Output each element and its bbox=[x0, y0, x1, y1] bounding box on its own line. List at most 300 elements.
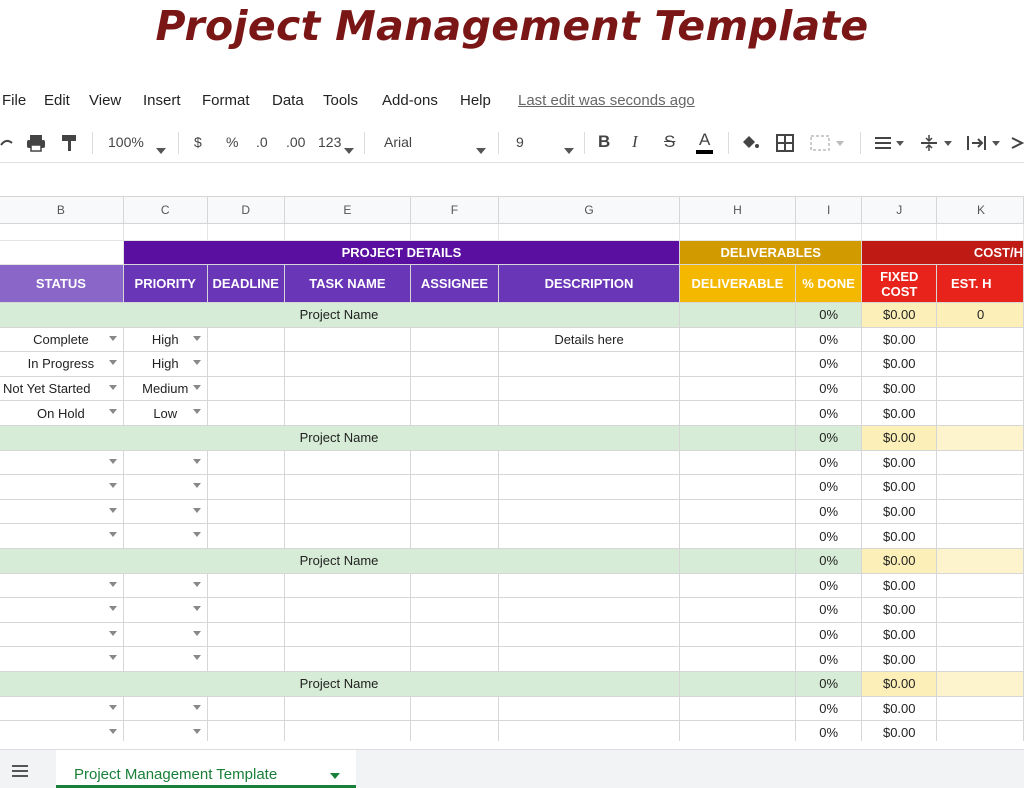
cell[interactable] bbox=[207, 224, 284, 241]
menu-tools[interactable]: Tools bbox=[323, 92, 359, 109]
fixed-cost-cell[interactable]: $0.00 bbox=[862, 671, 937, 696]
deadline-cell[interactable] bbox=[207, 647, 284, 672]
priority-cell[interactable] bbox=[123, 450, 207, 475]
menu-view[interactable]: View bbox=[89, 92, 122, 109]
assignee-cell[interactable] bbox=[410, 376, 498, 401]
font-chevron-icon[interactable] bbox=[476, 141, 486, 157]
last-edit-link[interactable]: Last edit was seconds ago bbox=[518, 92, 695, 109]
column-header-k[interactable]: K bbox=[937, 197, 1024, 224]
menu-data[interactable]: Data bbox=[272, 92, 304, 109]
description-cell[interactable] bbox=[498, 573, 679, 598]
task-row bbox=[0, 327, 1024, 352]
est-hours-cell[interactable] bbox=[937, 696, 1024, 721]
description-cell[interactable] bbox=[498, 598, 679, 623]
deliverable-cell[interactable] bbox=[680, 598, 796, 623]
priority-value: High bbox=[151, 356, 179, 372]
pct-done-cell[interactable]: 0% bbox=[795, 573, 862, 598]
assignee-cell[interactable] bbox=[410, 598, 498, 623]
sheet-tab[interactable] bbox=[56, 750, 356, 788]
deadline-cell[interactable] bbox=[207, 327, 284, 352]
est-hours-cell[interactable] bbox=[937, 671, 1024, 696]
assignee-cell[interactable] bbox=[410, 696, 498, 721]
priority-cell[interactable] bbox=[123, 696, 207, 721]
deadline-cell[interactable] bbox=[207, 475, 284, 500]
pct-done-cell[interactable]: 0% bbox=[795, 524, 862, 549]
menu-file[interactable]: File bbox=[2, 92, 27, 109]
est-hours-cell[interactable] bbox=[937, 376, 1024, 401]
cell[interactable] bbox=[410, 224, 498, 241]
sheet-tab-menu-icon[interactable] bbox=[330, 773, 340, 779]
dropdown-arrow-icon[interactable] bbox=[193, 606, 201, 611]
vertical-align-icon[interactable] bbox=[920, 134, 956, 155]
task-row bbox=[0, 721, 1024, 741]
zoom-select[interactable]: 100% bbox=[108, 134, 144, 150]
fixed-cost-cell[interactable]: $0.00 bbox=[862, 573, 937, 598]
menu-help[interactable]: Help bbox=[460, 92, 491, 109]
dropdown-arrow-icon[interactable] bbox=[193, 705, 201, 710]
status-header[interactable]: STATUS bbox=[0, 265, 123, 303]
task-name-cell[interactable] bbox=[284, 376, 410, 401]
dropdown-arrow-icon[interactable] bbox=[193, 459, 201, 464]
project-name-row bbox=[0, 303, 1024, 328]
decrease-decimal-button[interactable]: .0 bbox=[256, 134, 268, 150]
dropdown-arrow-icon[interactable] bbox=[109, 631, 117, 636]
est-hours-header[interactable]: EST. H bbox=[937, 265, 1024, 303]
toolbar-separator bbox=[860, 132, 861, 154]
dropdown-arrow-icon[interactable] bbox=[193, 631, 201, 636]
pct-done-cell[interactable]: 0% bbox=[795, 622, 862, 647]
deliverable-cell[interactable] bbox=[680, 401, 796, 426]
deliverable-cell[interactable] bbox=[680, 303, 796, 328]
deliverable-cell[interactable] bbox=[680, 524, 796, 549]
assignee-cell[interactable] bbox=[410, 352, 498, 377]
column-header-b[interactable]: B bbox=[0, 197, 123, 224]
status-cell[interactable] bbox=[0, 401, 123, 426]
paint-format-icon[interactable] bbox=[60, 134, 78, 155]
fixed-cost-cell[interactable]: $0.00 bbox=[862, 524, 937, 549]
dropdown-arrow-icon[interactable] bbox=[109, 336, 117, 341]
est-hours-cell[interactable] bbox=[937, 327, 1024, 352]
pct-done-cell[interactable]: 0% bbox=[795, 598, 862, 623]
description-cell[interactable] bbox=[498, 352, 679, 377]
toolbar-separator bbox=[584, 132, 585, 154]
task-name-cell[interactable] bbox=[284, 573, 410, 598]
est-hours-cell[interactable] bbox=[937, 573, 1024, 598]
task-name-cell[interactable] bbox=[284, 327, 410, 352]
column-header-row bbox=[0, 197, 1024, 224]
est-hours-cell[interactable] bbox=[937, 450, 1024, 475]
est-hours-cell[interactable] bbox=[937, 425, 1024, 450]
priority-cell[interactable] bbox=[123, 376, 207, 401]
task-row bbox=[0, 450, 1024, 475]
text-rotate-icon[interactable] bbox=[1010, 134, 1024, 155]
priority-cell[interactable] bbox=[123, 721, 207, 741]
dropdown-arrow-icon[interactable] bbox=[109, 582, 117, 587]
status-cell[interactable] bbox=[0, 524, 123, 549]
fixed-cost-cell[interactable]: $0.00 bbox=[862, 598, 937, 623]
pct-done-cell[interactable]: 0% bbox=[795, 671, 862, 696]
fixed-cost-cell[interactable]: $0.00 bbox=[862, 721, 937, 741]
fixed-cost-cell[interactable]: $0.00 bbox=[862, 622, 937, 647]
cell[interactable] bbox=[0, 241, 123, 265]
task-name-cell[interactable] bbox=[284, 401, 410, 426]
font-size-select[interactable]: 9 bbox=[516, 134, 524, 150]
task-row bbox=[0, 376, 1024, 401]
font-size-chevron-icon[interactable] bbox=[564, 141, 574, 157]
priority-cell[interactable] bbox=[123, 598, 207, 623]
est-hours-cell[interactable] bbox=[937, 499, 1024, 524]
column-header-j[interactable]: J bbox=[862, 197, 937, 224]
deliverable-cell[interactable] bbox=[680, 647, 796, 672]
task-row bbox=[0, 401, 1024, 426]
banner-title: Project Management Template bbox=[155, 2, 869, 50]
pct-done-cell[interactable]: 0% bbox=[795, 450, 862, 475]
status-cell[interactable] bbox=[0, 376, 123, 401]
deadline-cell[interactable] bbox=[207, 376, 284, 401]
pct-done-cell[interactable]: 0% bbox=[795, 548, 862, 573]
description-cell[interactable] bbox=[498, 647, 679, 672]
description-cell[interactable] bbox=[498, 524, 679, 549]
deadline-cell[interactable] bbox=[207, 401, 284, 426]
deadline-cell[interactable] bbox=[207, 524, 284, 549]
deliverable-cell[interactable] bbox=[680, 450, 796, 475]
pct-done-cell[interactable]: 0% bbox=[795, 696, 862, 721]
deadline-header[interactable]: DEADLINE bbox=[207, 265, 284, 303]
currency-button[interactable]: $ bbox=[194, 134, 202, 150]
deliverable-cell[interactable] bbox=[680, 425, 796, 450]
priority-value: Medium bbox=[142, 381, 189, 397]
print-icon[interactable] bbox=[26, 134, 46, 155]
status-value: Not Yet Started bbox=[3, 381, 91, 397]
task-name-cell[interactable] bbox=[284, 622, 410, 647]
description-cell[interactable]: Details here bbox=[498, 327, 679, 352]
dropdown-arrow-icon[interactable] bbox=[193, 655, 201, 660]
dropdown-arrow-icon[interactable] bbox=[193, 532, 201, 537]
bold-button[interactable]: B bbox=[598, 132, 611, 151]
deadline-cell[interactable] bbox=[207, 573, 284, 598]
task-row bbox=[0, 573, 1024, 598]
menu-format[interactable]: Format bbox=[202, 92, 250, 109]
pct-done-cell[interactable]: 0% bbox=[795, 425, 862, 450]
task-row bbox=[0, 499, 1024, 524]
est-hours-cell[interactable] bbox=[937, 622, 1024, 647]
text-color-button[interactable]: A bbox=[696, 130, 713, 154]
cell[interactable] bbox=[123, 224, 207, 241]
deadline-cell[interactable] bbox=[207, 598, 284, 623]
dropdown-arrow-icon[interactable] bbox=[109, 483, 117, 488]
priority-value: High bbox=[151, 331, 179, 347]
status-cell[interactable] bbox=[0, 598, 123, 623]
assignee-cell[interactable] bbox=[410, 450, 498, 475]
priority-header[interactable]: PRIORITY bbox=[123, 265, 207, 303]
assignee-cell[interactable] bbox=[410, 573, 498, 598]
description-cell[interactable] bbox=[498, 475, 679, 500]
task-name-cell[interactable] bbox=[284, 450, 410, 475]
priority-cell[interactable] bbox=[123, 401, 207, 426]
est-hours-cell[interactable] bbox=[937, 598, 1024, 623]
borders-icon[interactable] bbox=[776, 134, 794, 155]
description-cell[interactable] bbox=[498, 696, 679, 721]
column-header-f[interactable]: F bbox=[410, 197, 498, 224]
pct-done-cell[interactable]: 0% bbox=[795, 327, 862, 352]
status-cell[interactable] bbox=[0, 721, 123, 741]
toolbar-separator bbox=[178, 132, 179, 154]
pct-done-header[interactable]: % DONE bbox=[795, 265, 862, 303]
description-cell[interactable] bbox=[498, 721, 679, 741]
est-hours-cell[interactable] bbox=[937, 352, 1024, 377]
task-name-cell[interactable] bbox=[284, 524, 410, 549]
assignee-cell[interactable] bbox=[410, 622, 498, 647]
banner bbox=[0, 0, 1024, 62]
dropdown-arrow-icon[interactable] bbox=[109, 729, 117, 734]
status-value: On Hold bbox=[37, 405, 85, 421]
deliverable-cell[interactable] bbox=[680, 671, 796, 696]
task-row bbox=[0, 696, 1024, 721]
formats-chevron-icon[interactable] bbox=[344, 141, 354, 157]
status-value: Complete bbox=[33, 331, 89, 347]
pct-done-cell[interactable]: 0% bbox=[795, 401, 862, 426]
pct-done-cell[interactable]: 0% bbox=[795, 721, 862, 741]
priority-cell[interactable] bbox=[123, 622, 207, 647]
cost-header-label: COST/H bbox=[973, 245, 1023, 260]
assignee-cell[interactable] bbox=[410, 524, 498, 549]
cell[interactable] bbox=[937, 224, 1024, 241]
menu-addons[interactable]: Add-ons bbox=[382, 92, 438, 109]
est-hours-cell[interactable] bbox=[937, 721, 1024, 741]
cell[interactable] bbox=[680, 224, 796, 241]
fixed-cost-header[interactable] bbox=[862, 265, 937, 303]
priority-cell[interactable] bbox=[123, 647, 207, 672]
deliverable-cell[interactable] bbox=[680, 696, 796, 721]
deadline-cell[interactable] bbox=[207, 721, 284, 741]
assignee-cell[interactable] bbox=[410, 475, 498, 500]
task-name-cell[interactable] bbox=[284, 352, 410, 377]
deliverable-cell[interactable] bbox=[680, 327, 796, 352]
task-row bbox=[0, 647, 1024, 672]
dropdown-arrow-icon[interactable] bbox=[109, 606, 117, 611]
fixed-cost-cell[interactable]: $0.00 bbox=[862, 450, 937, 475]
toolbar-separator bbox=[728, 132, 729, 154]
deadline-cell[interactable] bbox=[207, 352, 284, 377]
deliverables-header[interactable]: DELIVERABLES bbox=[680, 241, 862, 265]
deadline-cell[interactable] bbox=[207, 696, 284, 721]
cell[interactable] bbox=[862, 224, 937, 241]
cost-header[interactable] bbox=[862, 241, 1024, 265]
est-hours-cell[interactable] bbox=[937, 548, 1024, 573]
cell[interactable] bbox=[284, 224, 410, 241]
pct-done-cell[interactable]: 0% bbox=[795, 475, 862, 500]
fixed-cost-cell[interactable]: $0.00 bbox=[862, 376, 937, 401]
assignee-cell[interactable] bbox=[410, 721, 498, 741]
priority-cell[interactable] bbox=[123, 327, 207, 352]
deliverable-cell[interactable] bbox=[680, 499, 796, 524]
cell[interactable] bbox=[795, 224, 862, 241]
fixed-cost-cell[interactable]: $0.00 bbox=[862, 647, 937, 672]
task-name-cell[interactable] bbox=[284, 647, 410, 672]
description-cell[interactable] bbox=[498, 401, 679, 426]
task-name-cell[interactable] bbox=[284, 598, 410, 623]
pct-done-cell[interactable]: 0% bbox=[795, 303, 862, 328]
assignee-cell[interactable] bbox=[410, 647, 498, 672]
menu-insert[interactable]: Insert bbox=[143, 92, 181, 109]
dropdown-arrow-icon[interactable] bbox=[109, 459, 117, 464]
pct-done-cell[interactable]: 0% bbox=[795, 352, 862, 377]
task-name-header[interactable]: TASK NAME bbox=[284, 265, 410, 303]
spreadsheet-grid bbox=[0, 196, 1024, 741]
task-name-cell[interactable] bbox=[284, 475, 410, 500]
dropdown-arrow-icon[interactable] bbox=[193, 483, 201, 488]
dropdown-arrow-icon[interactable] bbox=[109, 409, 117, 414]
cell[interactable] bbox=[0, 224, 123, 241]
more-formats-button[interactable]: 123 bbox=[318, 134, 342, 150]
priority-value: Low bbox=[153, 405, 178, 421]
status-cell[interactable] bbox=[0, 327, 123, 352]
toolbar bbox=[0, 124, 1024, 163]
zoom-chevron-icon[interactable] bbox=[156, 141, 166, 157]
dropdown-arrow-icon[interactable] bbox=[109, 385, 117, 390]
dropdown-arrow-icon[interactable] bbox=[193, 336, 201, 341]
fixed-cost-cell[interactable]: $0.00 bbox=[862, 327, 937, 352]
task-name-cell[interactable] bbox=[284, 499, 410, 524]
dropdown-arrow-icon[interactable] bbox=[109, 532, 117, 537]
task-row bbox=[0, 598, 1024, 623]
status-cell[interactable] bbox=[0, 450, 123, 475]
project-name-row bbox=[0, 671, 1024, 696]
project-name-row bbox=[0, 548, 1024, 573]
fixed-cost-cell[interactable]: $0.00 bbox=[862, 401, 937, 426]
text-wrap-icon[interactable] bbox=[966, 134, 1006, 155]
est-hours-cell[interactable] bbox=[937, 475, 1024, 500]
fixed-cost-line1: FIXED bbox=[880, 268, 919, 284]
dropdown-arrow-icon[interactable] bbox=[109, 508, 117, 513]
description-header[interactable]: DESCRIPTION bbox=[498, 265, 679, 303]
dropdown-arrow-icon[interactable] bbox=[109, 360, 117, 365]
toolbar-separator bbox=[364, 132, 365, 154]
assignee-header[interactable]: ASSIGNEE bbox=[410, 265, 498, 303]
group-header-row bbox=[0, 241, 1024, 265]
est-hours-cell[interactable]: 0 bbox=[937, 303, 1024, 328]
increase-decimal-button[interactable]: .00 bbox=[286, 134, 306, 150]
column-title-row bbox=[0, 265, 1024, 303]
fixed-cost-cell[interactable]: $0.00 bbox=[862, 425, 937, 450]
deliverable-cell[interactable] bbox=[680, 573, 796, 598]
fixed-cost-cell[interactable]: $0.00 bbox=[862, 499, 937, 524]
column-header-g[interactable]: G bbox=[498, 197, 679, 224]
all-sheets-icon[interactable] bbox=[12, 764, 28, 782]
column-header-e[interactable]: E bbox=[284, 197, 410, 224]
dropdown-arrow-icon[interactable] bbox=[193, 360, 201, 365]
description-cell[interactable] bbox=[498, 450, 679, 475]
description-cell[interactable] bbox=[498, 622, 679, 647]
status-cell[interactable] bbox=[0, 573, 123, 598]
column-header-h[interactable]: H bbox=[680, 197, 796, 224]
toolbar-separator bbox=[92, 132, 93, 154]
menu-edit[interactable]: Edit bbox=[44, 92, 70, 109]
dropdown-arrow-icon[interactable] bbox=[193, 508, 201, 513]
merge-cells-icon[interactable] bbox=[810, 134, 844, 155]
fill-color-icon[interactable] bbox=[740, 134, 760, 155]
project-name-cell[interactable]: Project Name bbox=[0, 303, 680, 328]
project-name-cell[interactable]: Project Name bbox=[0, 425, 680, 450]
status-cell[interactable] bbox=[0, 475, 123, 500]
fixed-cost-cell[interactable]: $0.00 bbox=[862, 303, 937, 328]
deliverable-cell[interactable] bbox=[680, 721, 796, 741]
deliverable-cell[interactable] bbox=[680, 548, 796, 573]
deliverable-cell[interactable] bbox=[680, 622, 796, 647]
project-name-cell[interactable]: Project Name bbox=[0, 671, 680, 696]
deadline-cell[interactable] bbox=[207, 450, 284, 475]
column-header-c[interactable]: C bbox=[123, 197, 207, 224]
priority-cell[interactable] bbox=[123, 352, 207, 377]
project-name-row bbox=[0, 425, 1024, 450]
status-cell[interactable] bbox=[0, 499, 123, 524]
task-row bbox=[0, 524, 1024, 549]
dropdown-arrow-icon[interactable] bbox=[193, 409, 201, 414]
est-hours-cell[interactable] bbox=[937, 401, 1024, 426]
fixed-cost-cell[interactable]: $0.00 bbox=[862, 352, 937, 377]
dropdown-arrow-icon[interactable] bbox=[109, 655, 117, 660]
priority-cell[interactable] bbox=[123, 524, 207, 549]
status-cell[interactable] bbox=[0, 696, 123, 721]
fixed-cost-cell[interactable]: $0.00 bbox=[862, 696, 937, 721]
status-cell[interactable] bbox=[0, 622, 123, 647]
assignee-cell[interactable] bbox=[410, 401, 498, 426]
align-left-icon[interactable] bbox=[874, 134, 908, 155]
column-header-d[interactable]: D bbox=[207, 197, 284, 224]
assignee-cell[interactable] bbox=[410, 327, 498, 352]
status-cell[interactable] bbox=[0, 647, 123, 672]
font-select[interactable]: Arial bbox=[384, 134, 413, 150]
pct-done-cell[interactable]: 0% bbox=[795, 499, 862, 524]
task-row bbox=[0, 475, 1024, 500]
description-cell[interactable] bbox=[498, 376, 679, 401]
deliverable-cell[interactable] bbox=[680, 352, 796, 377]
task-name-cell[interactable] bbox=[284, 696, 410, 721]
percent-button[interactable]: % bbox=[226, 134, 239, 150]
strikethrough-button[interactable]: S bbox=[664, 132, 676, 151]
priority-cell[interactable] bbox=[123, 573, 207, 598]
cell[interactable] bbox=[498, 224, 679, 241]
sheet-tab-label: Project Management Template bbox=[74, 766, 278, 783]
italic-button[interactable]: I bbox=[632, 132, 638, 151]
task-name-cell[interactable] bbox=[284, 721, 410, 741]
column-header-i[interactable]: I bbox=[795, 197, 862, 224]
status-cell[interactable] bbox=[0, 352, 123, 377]
est-hours-cell[interactable] bbox=[937, 647, 1024, 672]
dropdown-arrow-icon[interactable] bbox=[193, 385, 201, 390]
deadline-cell[interactable] bbox=[207, 499, 284, 524]
est-hours-cell[interactable] bbox=[937, 524, 1024, 549]
dropdown-arrow-icon[interactable] bbox=[109, 705, 117, 710]
description-cell[interactable] bbox=[498, 499, 679, 524]
deadline-cell[interactable] bbox=[207, 622, 284, 647]
dropdown-arrow-icon[interactable] bbox=[193, 729, 201, 734]
priority-cell[interactable] bbox=[123, 499, 207, 524]
assignee-cell[interactable] bbox=[410, 499, 498, 524]
fixed-cost-cell[interactable]: $0.00 bbox=[862, 475, 937, 500]
fixed-cost-cell[interactable]: $0.00 bbox=[862, 548, 937, 573]
deliverable-cell[interactable] bbox=[680, 475, 796, 500]
redo-icon[interactable] bbox=[0, 136, 14, 152]
priority-cell[interactable] bbox=[123, 475, 207, 500]
pct-done-cell[interactable]: 0% bbox=[795, 376, 862, 401]
deliverable-cell[interactable] bbox=[680, 376, 796, 401]
project-details-header[interactable]: PROJECT DETAILS bbox=[123, 241, 679, 265]
dropdown-arrow-icon[interactable] bbox=[193, 582, 201, 587]
deliverable-header[interactable]: DELIVERABLE bbox=[680, 265, 796, 303]
pct-done-cell[interactable]: 0% bbox=[795, 647, 862, 672]
project-name-cell[interactable]: Project Name bbox=[0, 548, 680, 573]
